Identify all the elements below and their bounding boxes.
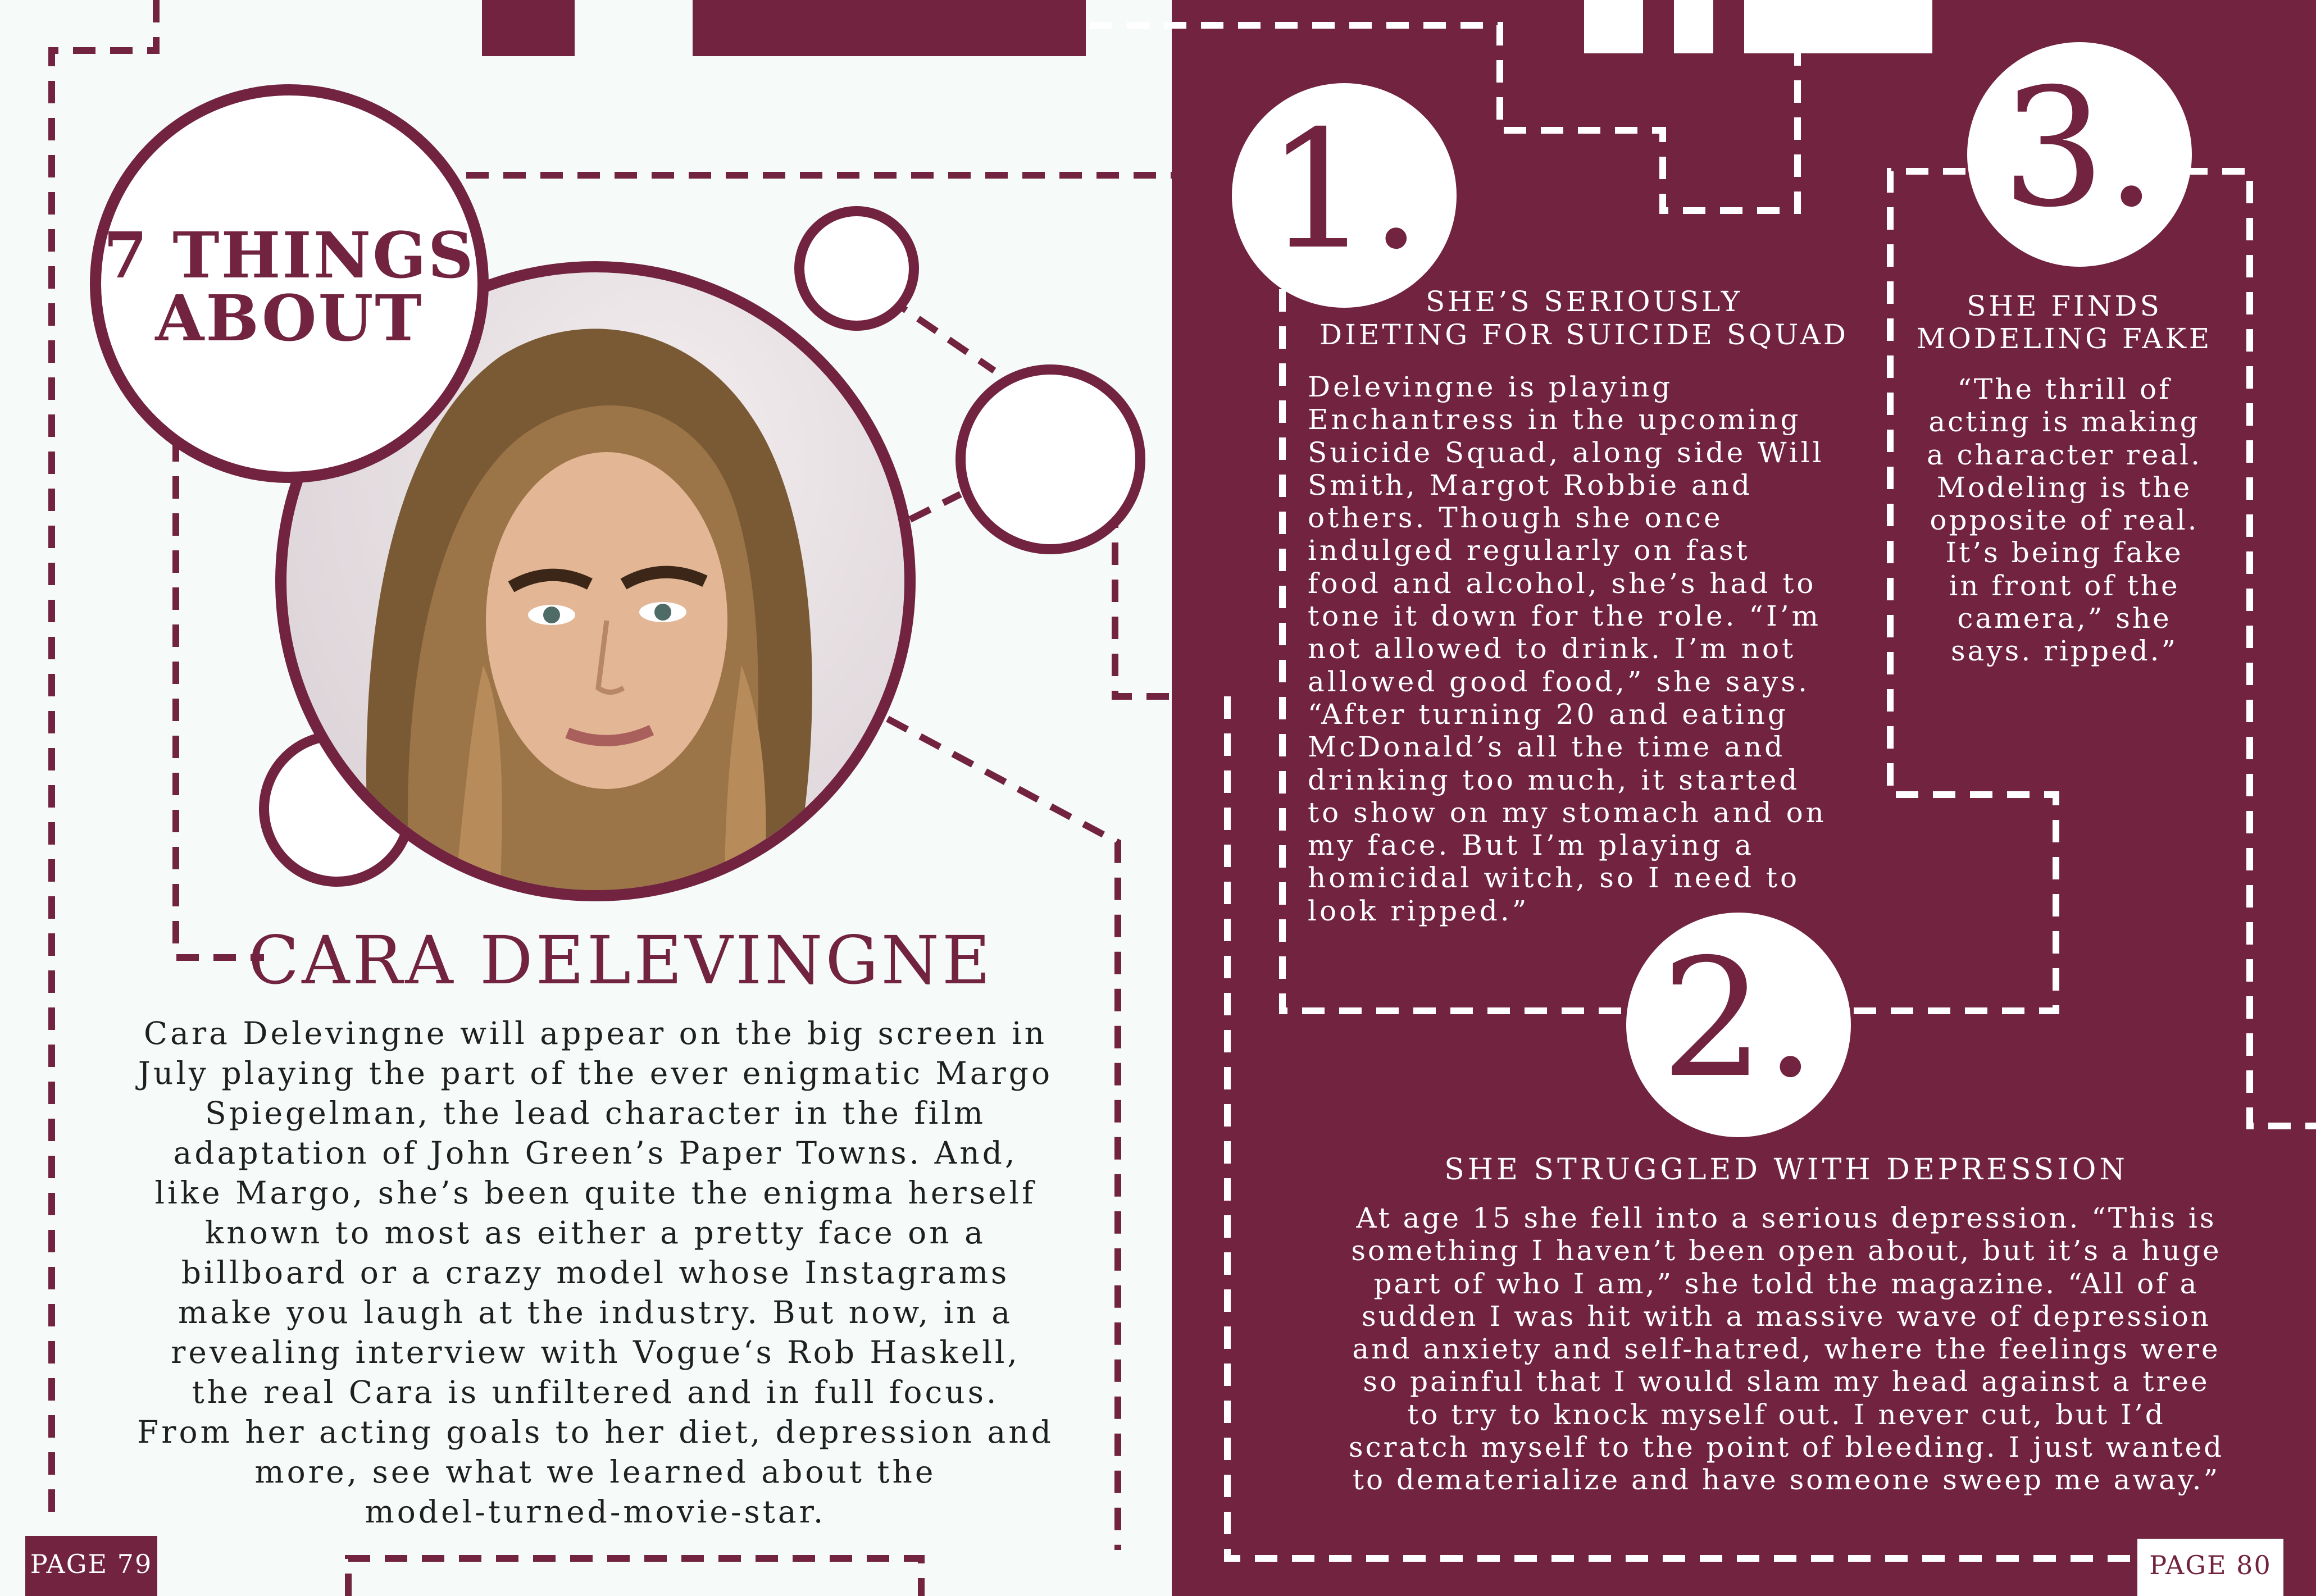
item-heading-2: SHE STRUGGLED WITH DEPRESSION xyxy=(1444,1153,2128,1187)
page-number-right: PAGE 80 xyxy=(2149,1550,2272,1580)
item-number-1: 1. xyxy=(1266,96,1422,285)
decor-circle-right xyxy=(961,370,1140,549)
intro-paragraph: Cara Delevingne will appear on the big screen in July playing the part of the ever enigmatic Margo Spiegelman, the lead character in the film adaptation of John Green’s Paper Towns. And, like Margo, she’s been quite the enigma herself known to most as either a pretty face on a billboard or a crazy model whose Instagrams make you laugh at the industry. But now, in a revealing interview with Vogue‘s Rob Haskell, the real Cara is unfiltered and in full focus. From her acting goals to her diet, depression and more, see what we learned about the model-turned-movie-star. xyxy=(137,1015,1054,1530)
item-body-2: At age 15 she fell into a serious depression. “This is something I haven’t been open about, but it’s a huge part of who I am,” she told the magazine. “All of a sudden I was hit with a massive wave of depression and anxiety and self-hatred, where the feelings were so painful that I would slam my head against a tree to try to knock myself out. I never cut, but I’d scratch myself to the point of bleeding. I just wanted to dematerialize and have someone sweep me away.” xyxy=(1348,1202,2224,1497)
item-number-3: 3. xyxy=(2001,54,2158,243)
item-number-2: 2. xyxy=(1660,924,1817,1114)
page-number-left: PAGE 79 xyxy=(30,1549,153,1579)
item-heading-1: SHE’S SERIOUSLY DIETING FOR SUICIDE SQUAD xyxy=(1319,285,1849,351)
dash-line-circle-link-2 xyxy=(910,494,961,519)
item-body-1: Delevingne is playing Enchantress in the upcoming Suicide Squad, along side Will Smith, Margot Robbie and others. Though she once indulged regularly on fast food and alcohol, she’s had to tone it down for the role. “I’m not allowed to drink. I’m not allowed good food,” she says. “After turning 20 and eating McDonald’s all the time and drinking too much, it started to show on my stomach and on my face. But I’m playing a homicidal witch, so I need to look ripped.” xyxy=(1308,371,1827,927)
item-heading-3: SHE FINDS MODELING FAKE xyxy=(1916,290,2213,355)
dash-line-circle-to-edge xyxy=(1115,505,1180,696)
badge-title: 7 THINGS ABOUT xyxy=(103,219,475,355)
item-body-3: “The thrill of acting is making a character real. Modeling is the opposite of real. It’s being fake in front of the camera,” she says. ripped.” xyxy=(1926,373,2203,668)
dash-line-bottom-left xyxy=(348,1558,921,1596)
decor-circle-small-top xyxy=(799,211,914,326)
person-name: CARA DELEVINGNE xyxy=(248,922,994,999)
